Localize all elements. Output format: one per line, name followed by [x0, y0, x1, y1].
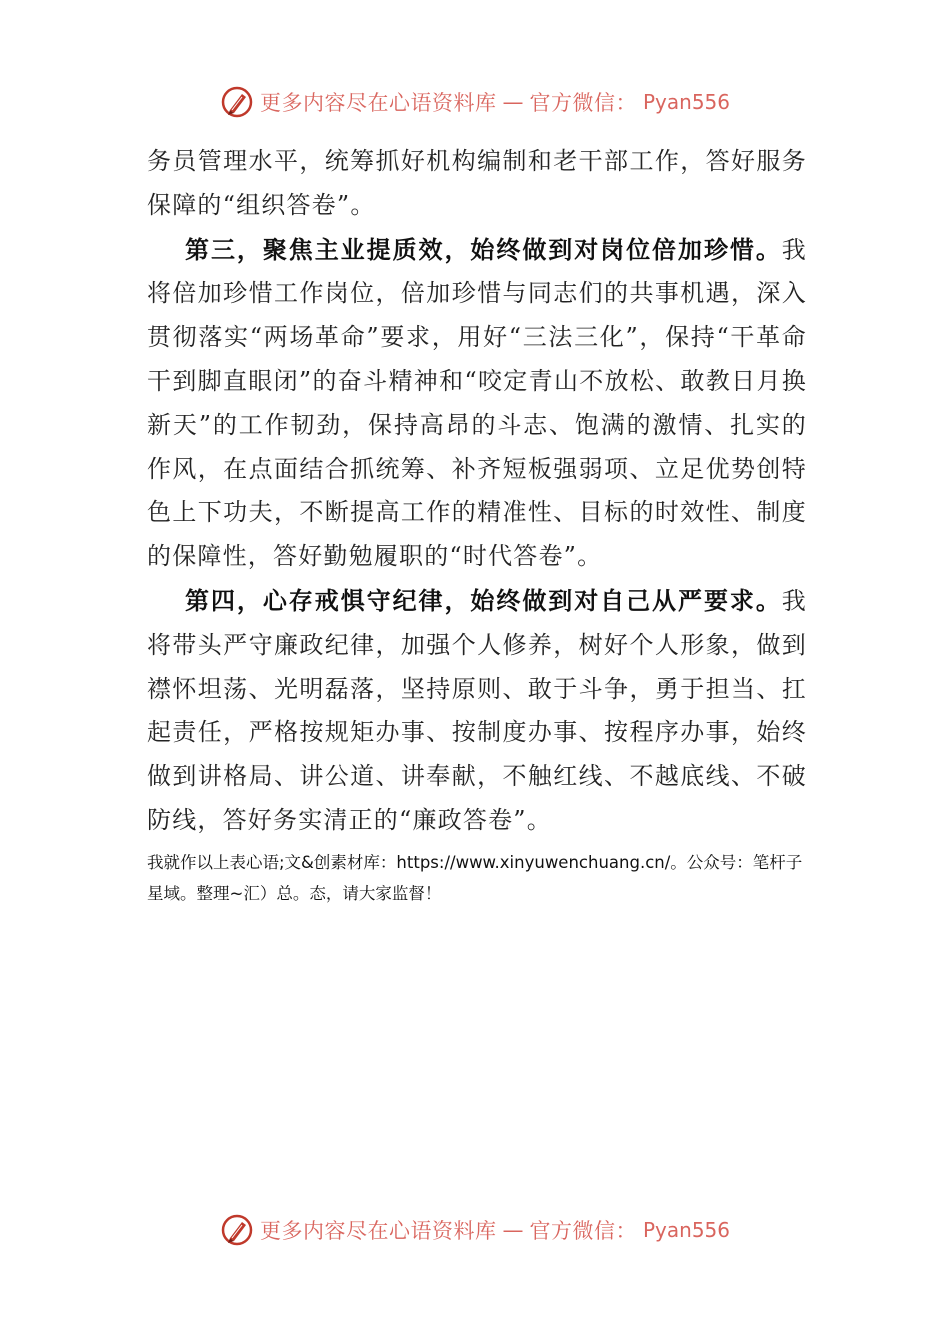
banner-wechat-label: 官方微信：: [529, 91, 637, 115]
pen-nib-logo-icon: [220, 85, 254, 119]
document-body: [147, 140, 807, 909]
banner-separator: —: [502, 90, 524, 114]
pen-nib-logo-icon: [220, 1213, 254, 1247]
header-banner: [0, 82, 950, 122]
paragraph-2-lead: 第三，聚焦主业提质效，始终做到对岗位倍加珍惜。: [185, 234, 782, 264]
paragraph-1: 务员管理水平，统筹抓好机构编制和老干部工作，答好服务保障的“组织答卷”。: [147, 147, 807, 219]
paragraph-2: [147, 228, 807, 579]
paragraph-3-lead: 第四，心存戒惧守纪律，始终做到对自己从严要求。: [185, 585, 782, 615]
banner-text: 更多内容尽在心语资料库: [259, 91, 497, 115]
banner-wechat-id: Pyan556: [642, 90, 730, 114]
paragraph-3: [147, 579, 807, 843]
paragraph-3-text: 我将带头严守廉政纪律，加强个人修养，树好个人形象，做到襟怀坦荡、光明磊落，坚持原则、敢于斗争，勇于担当、扛起责任，严格按规矩办事、按制度办事、按程序办事，始终做到讲格局、讲公道、讲奉献，不触红线、不越底线、不破防线，答好务实清正的“廉政答卷”。: [147, 586, 807, 834]
banner-text: 更多内容尽在心语资料库: [259, 1219, 497, 1243]
footer-banner: [0, 1210, 950, 1250]
banner-wechat-id: Pyan556: [642, 1218, 730, 1242]
banner-wechat-label: 官方微信：: [529, 1219, 637, 1243]
closing-note: 我就作以上表心语;文&创素材库：https://www.xinyuwenchuang.cn/。公众号：笔杆子星域。整理~汇）总。态，请大家监督！: [147, 852, 803, 903]
paragraph-2-text: 我将倍加珍惜工作岗位，倍加珍惜与同志们的共事机遇，深入贯彻落实“两场革命”要求，用好“三法三化”，保持“干革命干到脚直眼闭”的奋斗精神和“咬定青山不放松、敢教日月换新天”的工作韧劲，保持高昂的斗志、饱满的激情、扎实的作风，在点面结合抓统筹、补齐短板强弱项、立足优势创特色上下功夫，不断提高工作的精准性、目标的时效性、制度的保障性，答好勤勉履职的“时代答卷”。: [147, 235, 807, 571]
banner-separator: —: [502, 1218, 524, 1242]
